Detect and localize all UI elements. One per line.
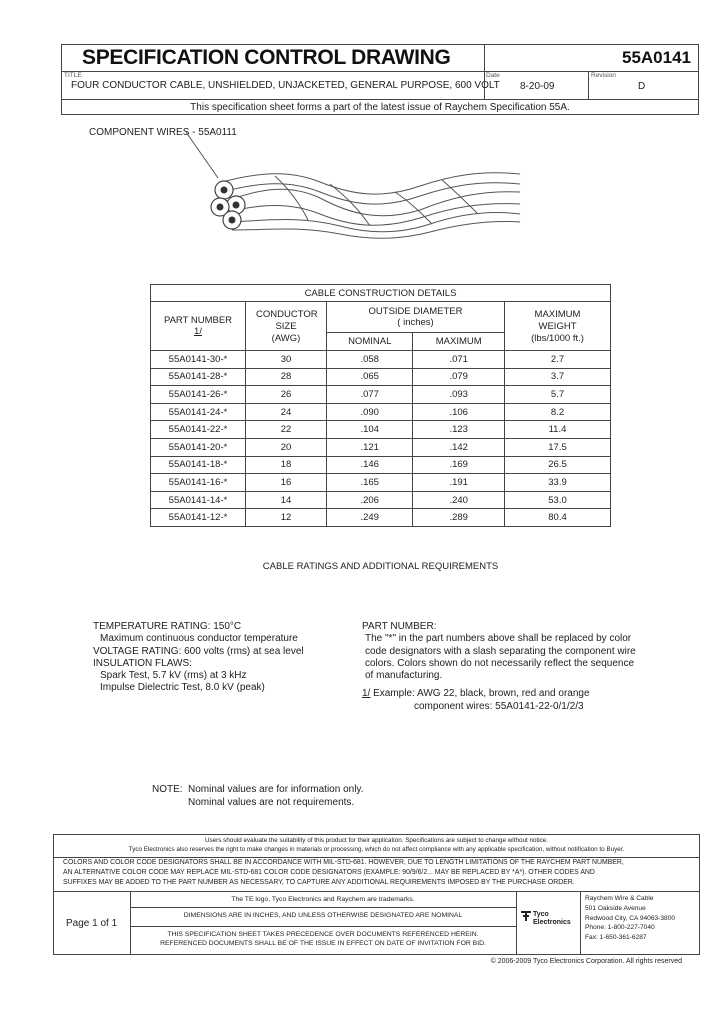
col-conductor-size xyxy=(246,302,327,351)
table-row xyxy=(151,491,611,509)
voltage-rating: VOLTAGE RATING: 600 volts (rms) at sea level xyxy=(93,645,304,657)
company-name: Raychem Wire & Cable xyxy=(585,895,654,902)
tyco-logo xyxy=(521,911,571,927)
cell-maximum: .191 xyxy=(413,474,505,492)
cell-weight: 2.7 xyxy=(505,351,611,369)
page-number: Page 1 of 1 xyxy=(66,918,118,929)
table-row xyxy=(151,509,611,527)
col-od-unit: ( inches) xyxy=(397,317,434,328)
impulse-test: Impulse Dielectric Test, 8.0 kV (peak) xyxy=(100,682,265,694)
footer-divider xyxy=(130,926,516,927)
cell-size: 16 xyxy=(246,474,327,492)
cable-construction-table xyxy=(150,284,611,527)
cell-maximum: .079 xyxy=(413,368,505,386)
col-max-weight xyxy=(505,302,611,351)
date-vertical xyxy=(588,71,589,99)
part-number-line: of manufacturing. xyxy=(365,670,443,682)
phone: Phone: 1-800-227-7040 xyxy=(585,924,655,932)
col-nominal: NOMINAL xyxy=(327,333,413,351)
footer-divider xyxy=(130,907,516,908)
part-number-line: code designators with a slash separating the component wire xyxy=(365,645,636,657)
company-info xyxy=(585,894,675,943)
cell-weight: 80.4 xyxy=(505,509,611,527)
cell-weight: 33.9 xyxy=(505,474,611,492)
col-maximum: MAXIMUM xyxy=(413,333,505,351)
disclaimer-1: Users should evaluate the suitability of this product for their application. Specifications are subject to change without notice. xyxy=(204,837,549,844)
trademarks: The TE logo, Tyco Electronics and Raychem are trademarks. xyxy=(231,896,415,903)
cell-part: 55A0141-18-* xyxy=(151,456,246,474)
table-caption: CABLE CONSTRUCTION DETAILS xyxy=(151,285,611,302)
cell-weight: 26.5 xyxy=(505,456,611,474)
cell-part: 55A0141-30-* xyxy=(151,351,246,369)
cell-nominal: .146 xyxy=(327,456,413,474)
part-number-heading: PART NUMBER: xyxy=(362,621,437,632)
color-codes-2: AN ALTERNATIVE COLOR CODE MAY REPLACE MIL-STD-681 COLOR CODE DESIGNATORS (EXAMPLE: 90/9/6/2... MAY BE REPLACED BY *A*). OTHER CODES AND xyxy=(63,869,595,876)
col-part-number-label: PART NUMBER xyxy=(163,315,233,326)
cell-size: 26 xyxy=(246,386,327,404)
col-weight-unit: (lbs/1000 ft.) xyxy=(531,332,584,344)
precedence-1: THIS SPECIFICATION SHEET TAKES PRECEDENCE OVER DOCUMENTS REFERENCED HEREIN. xyxy=(167,931,479,938)
copyright: © 2006-2009 Tyco Electronics Corporation. All rights reserved xyxy=(490,958,682,965)
cell-nominal: .104 xyxy=(327,421,413,439)
cell-weight: 17.5 xyxy=(505,438,611,456)
col-part-number xyxy=(151,302,246,351)
cell-part: 55A0141-22-* xyxy=(151,421,246,439)
cell-nominal: .058 xyxy=(327,351,413,369)
footer-divider xyxy=(53,891,700,892)
address-1: 501 Oakside Avenue xyxy=(585,904,646,912)
drawing-number: 55A0141 xyxy=(622,48,692,67)
part-number-line: The "*" in the part numbers above shall be replaced by color xyxy=(365,633,632,645)
col-conductor-size-label: CONDUCTOR SIZE xyxy=(256,308,318,332)
component-wires-label: COMPONENT WIRES - 55A0111 xyxy=(89,127,237,138)
cell-maximum: .093 xyxy=(413,386,505,404)
cell-size: 12 xyxy=(246,509,327,527)
table-row xyxy=(151,456,611,474)
col-outside-diameter xyxy=(327,302,505,333)
cable-drawing xyxy=(180,130,530,250)
cell-nominal: .077 xyxy=(327,386,413,404)
part-number-line: colors. Colors shown do not necessarily reflect the sequence xyxy=(365,657,635,669)
cell-part: 55A0141-26-* xyxy=(151,386,246,404)
cell-part: 55A0141-12-* xyxy=(151,509,246,527)
cell-maximum: .169 xyxy=(413,456,505,474)
dimensions-note: DIMENSIONS ARE IN INCHES, AND UNLESS OTHERWISE DESIGNATED ARE NOMINAL xyxy=(183,912,463,919)
temperature-detail: Maximum continuous conductor temperature xyxy=(100,633,298,645)
spec-note: This specification sheet forms a part of the latest issue of Raychem Specification 55A. xyxy=(190,102,570,113)
date-value: 8-20-09 xyxy=(520,81,555,92)
precedence-2: REFERENCED DOCUMENTS SHALL BE OF THE ISSUE IN EFFECT ON DATE OF INVITATION FOR BID. xyxy=(160,940,486,947)
col-max-weight-label: MAXIMUM WEIGHT xyxy=(534,308,581,332)
cell-part: 55A0141-20-* xyxy=(151,438,246,456)
cell-weight: 8.2 xyxy=(505,403,611,421)
note-label: NOTE: xyxy=(152,784,183,795)
table-row xyxy=(151,386,611,404)
cell-nominal: .165 xyxy=(327,474,413,492)
cell-size: 20 xyxy=(246,438,327,456)
revision-label: Revision xyxy=(591,72,616,79)
ratings-left xyxy=(93,621,304,695)
title-divider-2 xyxy=(61,99,699,100)
disclaimer-2: Tyco Electronics also reserves the right to make changes in materials or processing, which do not affect compliance with any applicable specification, without notification to Buyer. xyxy=(128,846,625,853)
footer-divider xyxy=(53,857,700,858)
title-value: FOUR CONDUCTOR CABLE, UNSHIELDED, UNJACKETED, GENERAL PURPOSE, 600 VOLT xyxy=(71,80,500,91)
footer-vertical xyxy=(516,891,517,955)
fax: Fax: 1-650-361-6287 xyxy=(585,934,647,942)
cell-size: 28 xyxy=(246,368,327,386)
col-part-number-note: 1/ xyxy=(194,326,202,337)
ratings-heading: CABLE RATINGS AND ADDITIONAL REQUIREMENTS xyxy=(262,561,499,572)
cell-part: 55A0141-28-* xyxy=(151,368,246,386)
date-label: Date xyxy=(486,72,500,79)
cell-size: 14 xyxy=(246,491,327,509)
cell-size: 24 xyxy=(246,403,327,421)
example-line-2: component wires: 55A0141-22-0/1/2/3 xyxy=(414,700,584,712)
cell-nominal: .249 xyxy=(327,509,413,527)
cell-maximum: .071 xyxy=(413,351,505,369)
cell-nominal: .121 xyxy=(327,438,413,456)
table-row xyxy=(151,474,611,492)
note-line-1: Nominal values are for information only. xyxy=(188,784,364,795)
cell-part: 55A0141-24-* xyxy=(151,403,246,421)
col-od-label: OUTSIDE DIAMETER xyxy=(368,306,463,317)
cell-weight: 3.7 xyxy=(505,368,611,386)
table-row xyxy=(151,351,611,369)
revision-value: D xyxy=(638,81,646,92)
example-line xyxy=(362,688,636,700)
cell-maximum: .142 xyxy=(413,438,505,456)
table-row xyxy=(151,421,611,439)
ratings-right xyxy=(362,621,636,713)
color-codes-3: SUFFIXES MAY BE ADDED TO THE PART NUMBER AS NECESSARY, TO CAPTURE ANY ADDITIONAL REQUIREMENTS IMPOSED BY THE PURCHASE ORDER. xyxy=(63,879,575,886)
cell-part: 55A0141-14-* xyxy=(151,491,246,509)
insulation-flaws: INSULATION FLAWS: xyxy=(93,657,192,669)
cell-size: 30 xyxy=(246,351,327,369)
cell-maximum: .240 xyxy=(413,491,505,509)
cell-weight: 11.4 xyxy=(505,421,611,439)
cell-size: 22 xyxy=(246,421,327,439)
address-2: Redwood City, CA 94063-3800 xyxy=(585,914,676,922)
table-row xyxy=(151,368,611,386)
cell-nominal: .206 xyxy=(327,491,413,509)
table-row xyxy=(151,403,611,421)
logo-line-2: Electronics xyxy=(533,919,571,926)
logo-line-1: Tyco xyxy=(533,911,549,918)
cell-nominal: .065 xyxy=(327,368,413,386)
cell-size: 18 xyxy=(246,456,327,474)
cell-part: 55A0141-16-* xyxy=(151,474,246,492)
color-codes-1: COLORS AND COLOR CODE DESIGNATORS SHALL BE IN ACCORDANCE WITH MIL-STD-681. HOWEVER, DUE TO LENGTH LIMITATIONS OF THE RAYCHEM PART NUMBER, xyxy=(63,859,624,866)
tyco-logo-icon xyxy=(521,911,531,921)
col-conductor-unit: (AWG) xyxy=(271,332,301,344)
cell-weight: 5.7 xyxy=(505,386,611,404)
example-text: Example: AWG 22, black, brown, red and orange xyxy=(373,688,590,700)
page-title: SPECIFICATION CONTROL DRAWING xyxy=(82,46,451,69)
table-row xyxy=(151,438,611,456)
temperature-rating: TEMPERATURE RATING: 150°C xyxy=(93,621,242,632)
cell-weight: 53.0 xyxy=(505,491,611,509)
cell-maximum: .106 xyxy=(413,403,505,421)
title-label: TITLE xyxy=(64,72,82,79)
cell-maximum: .289 xyxy=(413,509,505,527)
note-line-2: Nominal values are not requirements. xyxy=(188,797,355,808)
cell-nominal: .090 xyxy=(327,403,413,421)
footer-vertical xyxy=(580,891,581,955)
spark-test: Spark Test, 5.7 kV (rms) at 3 kHz xyxy=(100,670,247,682)
cell-maximum: .123 xyxy=(413,421,505,439)
example-note: 1/ xyxy=(362,688,371,700)
